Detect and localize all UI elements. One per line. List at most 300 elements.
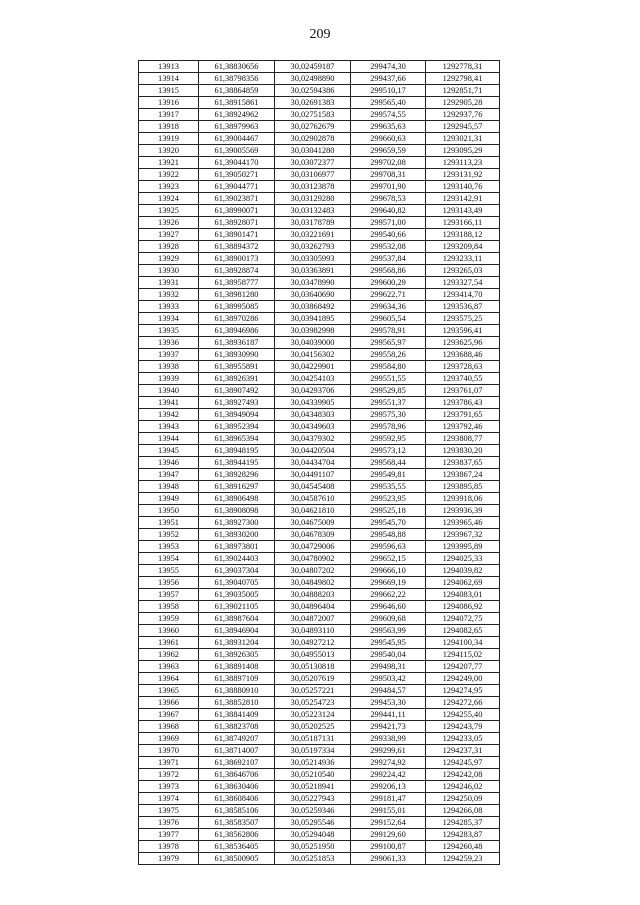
point-number-cell: 13976 [139,817,199,829]
coordinates-table-body [139,61,500,865]
point-number-cell: 13963 [139,661,199,673]
longitude-cell: 30,05227943 [275,793,351,805]
latitude-cell: 61,38930200 [199,529,275,541]
point-number-cell: 13949 [139,493,199,505]
y-coordinate-cell: 1293188,12 [426,229,500,241]
y-coordinate-cell: 1293575,25 [426,313,500,325]
y-coordinate-cell: 1293166,11 [426,217,500,229]
x-coordinate-cell: 299549,81 [351,469,426,481]
point-number-cell: 13965 [139,685,199,697]
longitude-cell: 30,05207619 [275,673,351,685]
table-row [139,769,500,781]
y-coordinate-cell: 1293625,96 [426,337,500,349]
y-coordinate-cell: 1292905,28 [426,97,500,109]
x-coordinate-cell: 299558,26 [351,349,426,361]
x-coordinate-cell: 299155,01 [351,805,426,817]
latitude-cell: 61,38924962 [199,109,275,121]
y-coordinate-cell: 1293837,65 [426,457,500,469]
x-coordinate-cell: 299537,84 [351,253,426,265]
latitude-cell: 61,38749207 [199,733,275,745]
latitude-cell: 61,38955891 [199,361,275,373]
x-coordinate-cell: 299525,18 [351,505,426,517]
y-coordinate-cell: 1293113,23 [426,157,500,169]
latitude-cell: 61,38926305 [199,649,275,661]
y-coordinate-cell: 1294062,69 [426,577,500,589]
x-coordinate-cell: 299565,97 [351,337,426,349]
point-number-cell: 13969 [139,733,199,745]
table-row [139,817,500,829]
table-row [139,169,500,181]
table-row [139,157,500,169]
longitude-cell: 30,02691383 [275,97,351,109]
table-row [139,349,500,361]
table-row [139,361,500,373]
table-row [139,301,500,313]
longitude-cell: 30,03478990 [275,277,351,289]
table-row [139,781,500,793]
longitude-cell: 30,05210540 [275,769,351,781]
point-number-cell: 13938 [139,361,199,373]
x-coordinate-cell: 299622,71 [351,289,426,301]
x-coordinate-cell: 299421,73 [351,721,426,733]
point-number-cell: 13916 [139,97,199,109]
table-row [139,409,500,421]
x-coordinate-cell: 299299,61 [351,745,426,757]
x-coordinate-cell: 299669,19 [351,577,426,589]
longitude-cell: 30,03178789 [275,217,351,229]
table-row [139,673,500,685]
x-coordinate-cell: 299701,90 [351,181,426,193]
latitude-cell: 61,39050271 [199,169,275,181]
latitude-cell: 61,39023871 [199,193,275,205]
longitude-cell: 30,04807202 [275,565,351,577]
point-number-cell: 13935 [139,325,199,337]
point-number-cell: 13968 [139,721,199,733]
longitude-cell: 30,03941895 [275,313,351,325]
latitude-cell: 61,38928296 [199,469,275,481]
point-number-cell: 13944 [139,433,199,445]
table-row [139,61,500,73]
longitude-cell: 30,05251950 [275,841,351,853]
latitude-cell: 61,38880910 [199,685,275,697]
table-row [139,649,500,661]
point-number-cell: 13915 [139,85,199,97]
table-row [139,109,500,121]
table-row [139,541,500,553]
table-row [139,481,500,493]
latitude-cell: 61,38949094 [199,409,275,421]
x-coordinate-cell: 299646,60 [351,601,426,613]
x-coordinate-cell: 299152,64 [351,817,426,829]
table-row [139,469,500,481]
point-number-cell: 13936 [139,337,199,349]
y-coordinate-cell: 1294086,92 [426,601,500,613]
longitude-cell: 30,05295546 [275,817,351,829]
x-coordinate-cell: 299061,33 [351,853,426,865]
x-coordinate-cell: 299605,54 [351,313,426,325]
y-coordinate-cell: 1293895,85 [426,481,500,493]
table-row [139,73,500,85]
latitude-cell: 61,38948195 [199,445,275,457]
x-coordinate-cell: 299100,87 [351,841,426,853]
latitude-cell: 61,38926391 [199,373,275,385]
y-coordinate-cell: 1292851,71 [426,85,500,97]
latitude-cell: 61,38630406 [199,781,275,793]
longitude-cell: 30,05254723 [275,697,351,709]
longitude-cell: 30,04156302 [275,349,351,361]
y-coordinate-cell: 1293936,39 [426,505,500,517]
longitude-cell: 30,04587610 [275,493,351,505]
y-coordinate-cell: 1292937,76 [426,109,500,121]
point-number-cell: 13927 [139,229,199,241]
point-number-cell: 13929 [139,253,199,265]
y-coordinate-cell: 1293965,46 [426,517,500,529]
latitude-cell: 61,38830656 [199,61,275,73]
point-number-cell: 13961 [139,637,199,649]
latitude-cell: 61,38646706 [199,769,275,781]
point-number-cell: 13924 [139,193,199,205]
latitude-cell: 61,39044771 [199,181,275,193]
y-coordinate-cell: 1294100,34 [426,637,500,649]
x-coordinate-cell: 299510,17 [351,85,426,97]
longitude-cell: 30,04039000 [275,337,351,349]
x-coordinate-cell: 299573,12 [351,445,426,457]
latitude-cell: 61,38901471 [199,229,275,241]
x-coordinate-cell: 299545,95 [351,637,426,649]
x-coordinate-cell: 299453,30 [351,697,426,709]
longitude-cell: 30,05294048 [275,829,351,841]
latitude-cell: 61,38692107 [199,757,275,769]
x-coordinate-cell: 299640,82 [351,205,426,217]
y-coordinate-cell: 1293021,31 [426,133,500,145]
latitude-cell: 61,38915861 [199,97,275,109]
table-row [139,685,500,697]
y-coordinate-cell: 1293095,29 [426,145,500,157]
y-coordinate-cell: 1294083,01 [426,589,500,601]
table-row [139,313,500,325]
y-coordinate-cell: 1294246,02 [426,781,500,793]
y-coordinate-cell: 1293786,43 [426,397,500,409]
y-coordinate-cell: 1293761,07 [426,385,500,397]
latitude-cell: 61,38970286 [199,313,275,325]
point-number-cell: 13951 [139,517,199,529]
point-number-cell: 13932 [139,289,199,301]
table-row [139,853,500,865]
y-coordinate-cell: 1294285,37 [426,817,500,829]
point-number-cell: 13920 [139,145,199,157]
table-row [139,445,500,457]
table-row [139,613,500,625]
x-coordinate-cell: 299568,44 [351,457,426,469]
x-coordinate-cell: 299540,66 [351,229,426,241]
point-number-cell: 13925 [139,205,199,217]
longitude-cell: 30,04491107 [275,469,351,481]
x-coordinate-cell: 299578,91 [351,325,426,337]
table-row [139,253,500,265]
latitude-cell: 61,38894372 [199,241,275,253]
y-coordinate-cell: 1294072,75 [426,613,500,625]
latitude-cell: 61,38928071 [199,217,275,229]
point-number-cell: 13926 [139,217,199,229]
point-number-cell: 13942 [139,409,199,421]
latitude-cell: 61,38990071 [199,205,275,217]
latitude-cell: 61,38583507 [199,817,275,829]
table-row [139,85,500,97]
y-coordinate-cell: 1294272,66 [426,697,500,709]
point-number-cell: 13934 [139,313,199,325]
x-coordinate-cell: 299474,30 [351,61,426,73]
longitude-cell: 30,05259346 [275,805,351,817]
longitude-cell: 30,04896404 [275,601,351,613]
y-coordinate-cell: 1294259,23 [426,853,500,865]
y-coordinate-cell: 1293327,54 [426,277,500,289]
latitude-cell: 61,38931204 [199,637,275,649]
point-number-cell: 13921 [139,157,199,169]
point-number-cell: 13914 [139,73,199,85]
point-number-cell: 13967 [139,709,199,721]
y-coordinate-cell: 1294266,08 [426,805,500,817]
x-coordinate-cell: 299437,66 [351,73,426,85]
point-number-cell: 13966 [139,697,199,709]
longitude-cell: 30,04893110 [275,625,351,637]
point-number-cell: 13950 [139,505,199,517]
longitude-cell: 30,04780902 [275,553,351,565]
point-number-cell: 13952 [139,529,199,541]
latitude-cell: 61,38952394 [199,421,275,433]
x-coordinate-cell: 299708,31 [351,169,426,181]
latitude-cell: 61,38944195 [199,457,275,469]
latitude-cell: 61,38852810 [199,697,275,709]
point-number-cell: 13945 [139,445,199,457]
latitude-cell: 61,38608406 [199,793,275,805]
x-coordinate-cell: 299503,42 [351,673,426,685]
x-coordinate-cell: 299609,68 [351,613,426,625]
longitude-cell: 30,03072377 [275,157,351,169]
y-coordinate-cell: 1294242,08 [426,769,500,781]
latitude-cell: 61,38979963 [199,121,275,133]
y-coordinate-cell: 1293143,49 [426,205,500,217]
y-coordinate-cell: 1294082,65 [426,625,500,637]
longitude-cell: 30,03305993 [275,253,351,265]
latitude-cell: 61,38908098 [199,505,275,517]
x-coordinate-cell: 299596,63 [351,541,426,553]
longitude-cell: 30,04888203 [275,589,351,601]
y-coordinate-cell: 1294243,79 [426,721,500,733]
table-row [139,277,500,289]
y-coordinate-cell: 1293967,32 [426,529,500,541]
x-coordinate-cell: 299274,92 [351,757,426,769]
latitude-cell: 61,38841409 [199,709,275,721]
latitude-cell: 61,38936187 [199,337,275,349]
longitude-cell: 30,04349603 [275,421,351,433]
y-coordinate-cell: 1293209,84 [426,241,500,253]
x-coordinate-cell: 299678,53 [351,193,426,205]
table-row [139,229,500,241]
y-coordinate-cell: 1293536,87 [426,301,500,313]
y-coordinate-cell: 1294039,82 [426,565,500,577]
point-number-cell: 13970 [139,745,199,757]
point-number-cell: 13919 [139,133,199,145]
latitude-cell: 61,38714007 [199,745,275,757]
latitude-cell: 61,38965394 [199,433,275,445]
x-coordinate-cell: 299498,31 [351,661,426,673]
longitude-cell: 30,05130818 [275,661,351,673]
point-number-cell: 13959 [139,613,199,625]
x-coordinate-cell: 299548,88 [351,529,426,541]
table-row [139,529,500,541]
point-number-cell: 13974 [139,793,199,805]
latitude-cell: 61,38562806 [199,829,275,841]
y-coordinate-cell: 1293740,55 [426,373,500,385]
y-coordinate-cell: 1294260,48 [426,841,500,853]
longitude-cell: 30,04927212 [275,637,351,649]
x-coordinate-cell: 299666,10 [351,565,426,577]
x-coordinate-cell: 299702,08 [351,157,426,169]
latitude-cell: 61,38906498 [199,493,275,505]
latitude-cell: 61,38907492 [199,385,275,397]
y-coordinate-cell: 1293791,65 [426,409,500,421]
y-coordinate-cell: 1293142,91 [426,193,500,205]
y-coordinate-cell: 1294283,87 [426,829,500,841]
longitude-cell: 30,02459187 [275,61,351,73]
latitude-cell: 61,39035005 [199,589,275,601]
table-row [139,625,500,637]
longitude-cell: 30,04872007 [275,613,351,625]
longitude-cell: 30,03363891 [275,265,351,277]
table-row [139,373,500,385]
table-row [139,553,500,565]
point-number-cell: 13960 [139,625,199,637]
table-row [139,829,500,841]
point-number-cell: 13957 [139,589,199,601]
point-number-cell: 13954 [139,553,199,565]
point-number-cell: 13977 [139,829,199,841]
point-number-cell: 13953 [139,541,199,553]
longitude-cell: 30,04545408 [275,481,351,493]
table-row [139,337,500,349]
point-number-cell: 13958 [139,601,199,613]
point-number-cell: 13979 [139,853,199,865]
longitude-cell: 30,04229901 [275,361,351,373]
y-coordinate-cell: 1293265,03 [426,265,500,277]
latitude-cell: 61,39021105 [199,601,275,613]
y-coordinate-cell: 1292778,31 [426,61,500,73]
latitude-cell: 61,39005569 [199,145,275,157]
point-number-cell: 13978 [139,841,199,853]
latitude-cell: 61,38891408 [199,661,275,673]
latitude-cell: 61,38900173 [199,253,275,265]
y-coordinate-cell: 1294245,97 [426,757,500,769]
latitude-cell: 61,38897109 [199,673,275,685]
table-row [139,97,500,109]
longitude-cell: 30,03221691 [275,229,351,241]
x-coordinate-cell: 299441,11 [351,709,426,721]
table-row [139,205,500,217]
x-coordinate-cell: 299224,42 [351,769,426,781]
longitude-cell: 30,04678309 [275,529,351,541]
x-coordinate-cell: 299584,80 [351,361,426,373]
table-row [139,289,500,301]
point-number-cell: 13962 [139,649,199,661]
point-number-cell: 13923 [139,181,199,193]
table-row [139,805,500,817]
longitude-cell: 30,02762679 [275,121,351,133]
x-coordinate-cell: 299660,63 [351,133,426,145]
x-coordinate-cell: 299652,15 [351,553,426,565]
coordinates-table [138,60,500,865]
point-number-cell: 13931 [139,277,199,289]
table-row [139,793,500,805]
longitude-cell: 30,03868492 [275,301,351,313]
longitude-cell: 30,03982998 [275,325,351,337]
table-row [139,241,500,253]
point-number-cell: 13939 [139,373,199,385]
longitude-cell: 30,04348303 [275,409,351,421]
latitude-cell: 61,38946986 [199,325,275,337]
table-row [139,505,500,517]
table-row [139,517,500,529]
x-coordinate-cell: 299578,96 [351,421,426,433]
longitude-cell: 30,05218941 [275,781,351,793]
x-coordinate-cell: 299659,59 [351,145,426,157]
table-row [139,577,500,589]
y-coordinate-cell: 1294233,05 [426,733,500,745]
table-row [139,733,500,745]
y-coordinate-cell: 1293728,63 [426,361,500,373]
table-row [139,697,500,709]
table-row [139,433,500,445]
y-coordinate-cell: 1294207,77 [426,661,500,673]
latitude-cell: 61,38500905 [199,853,275,865]
point-number-cell: 13964 [139,673,199,685]
table-row [139,181,500,193]
x-coordinate-cell: 299634,36 [351,301,426,313]
longitude-cell: 30,05202525 [275,721,351,733]
longitude-cell: 30,05187131 [275,733,351,745]
x-coordinate-cell: 299662,22 [351,589,426,601]
table-row [139,193,500,205]
y-coordinate-cell: 1293414,70 [426,289,500,301]
point-number-cell: 13913 [139,61,199,73]
y-coordinate-cell: 1294115,02 [426,649,500,661]
y-coordinate-cell: 1293918,06 [426,493,500,505]
longitude-cell: 30,04621810 [275,505,351,517]
point-number-cell: 13928 [139,241,199,253]
latitude-cell: 61,38927300 [199,517,275,529]
latitude-cell: 61,38585106 [199,805,275,817]
x-coordinate-cell: 299129,60 [351,829,426,841]
x-coordinate-cell: 299206,13 [351,781,426,793]
longitude-cell: 30,05214936 [275,757,351,769]
point-number-cell: 13918 [139,121,199,133]
point-number-cell: 13922 [139,169,199,181]
x-coordinate-cell: 299338,99 [351,733,426,745]
point-number-cell: 13948 [139,481,199,493]
y-coordinate-cell: 1293808,77 [426,433,500,445]
y-coordinate-cell: 1294274,95 [426,685,500,697]
x-coordinate-cell: 299532,08 [351,241,426,253]
table-row [139,745,500,757]
table-row [139,217,500,229]
y-coordinate-cell: 1293140,76 [426,181,500,193]
longitude-cell: 30,04849802 [275,577,351,589]
table-row [139,565,500,577]
latitude-cell: 61,38930990 [199,349,275,361]
latitude-cell: 61,38927493 [199,397,275,409]
latitude-cell: 61,38823708 [199,721,275,733]
longitude-cell: 30,04420504 [275,445,351,457]
x-coordinate-cell: 299574,55 [351,109,426,121]
